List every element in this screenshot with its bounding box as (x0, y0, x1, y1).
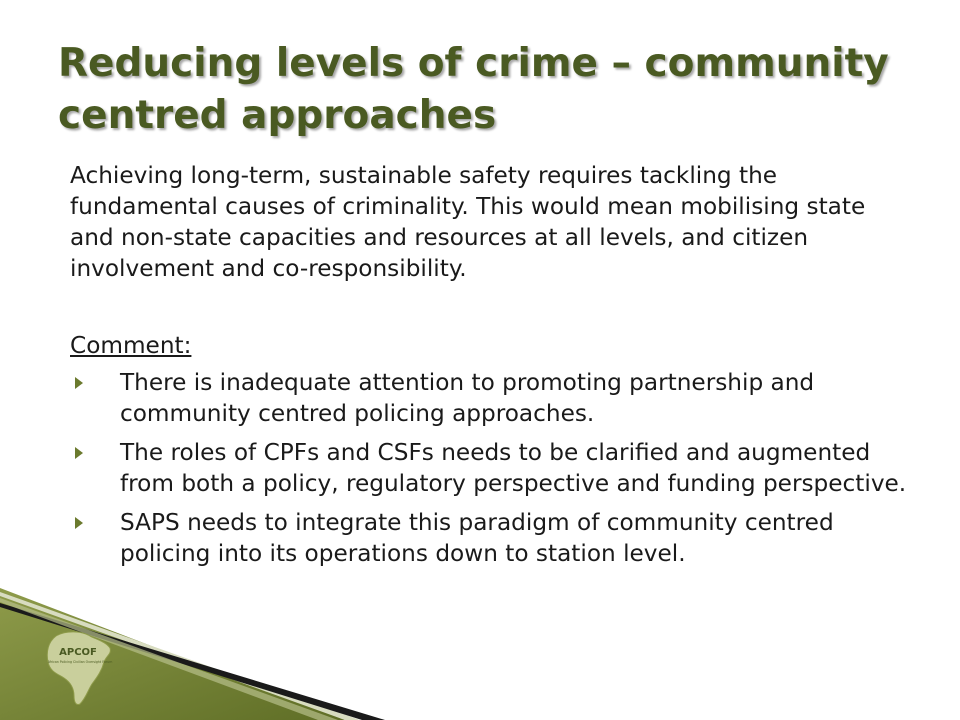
comment-bullets (70, 367, 910, 569)
bullet-item (70, 367, 910, 429)
svg-text:African Policing Civilian Over: African Policing Civilian Oversight Forum (47, 660, 113, 664)
bullet-text: There is inadequate attention to promoting partnership and community centred policing approaches. (120, 369, 815, 427)
intro-paragraph: Achieving long-term, sustainable safety requires tackling the fundamental causes of criminality. This would mean mobilising state and non-state capacities and resources at all levels, and citizen involvement and co-responsibility. (70, 162, 866, 282)
right-triangle-bullet-icon (74, 367, 92, 398)
comment-heading: Comment: (70, 332, 192, 359)
slide-body (70, 160, 910, 577)
bullet-item (70, 437, 910, 499)
bullet-text: The roles of CPFs and CSFs needs to be clarified and augmented from both a policy, regulatory perspective and funding perspective. (120, 439, 907, 497)
svg-text:APCOF: APCOF (59, 647, 97, 658)
bullet-item (70, 507, 910, 569)
right-triangle-bullet-icon (74, 437, 92, 468)
right-triangle-bullet-icon (74, 507, 92, 538)
bullet-text: SAPS needs to integrate this paradigm of community centred policing into its operations down to station level. (120, 509, 834, 567)
slide-title: Reducing levels of crime – community centred approaches (58, 41, 889, 138)
apcof-logo (42, 628, 116, 708)
